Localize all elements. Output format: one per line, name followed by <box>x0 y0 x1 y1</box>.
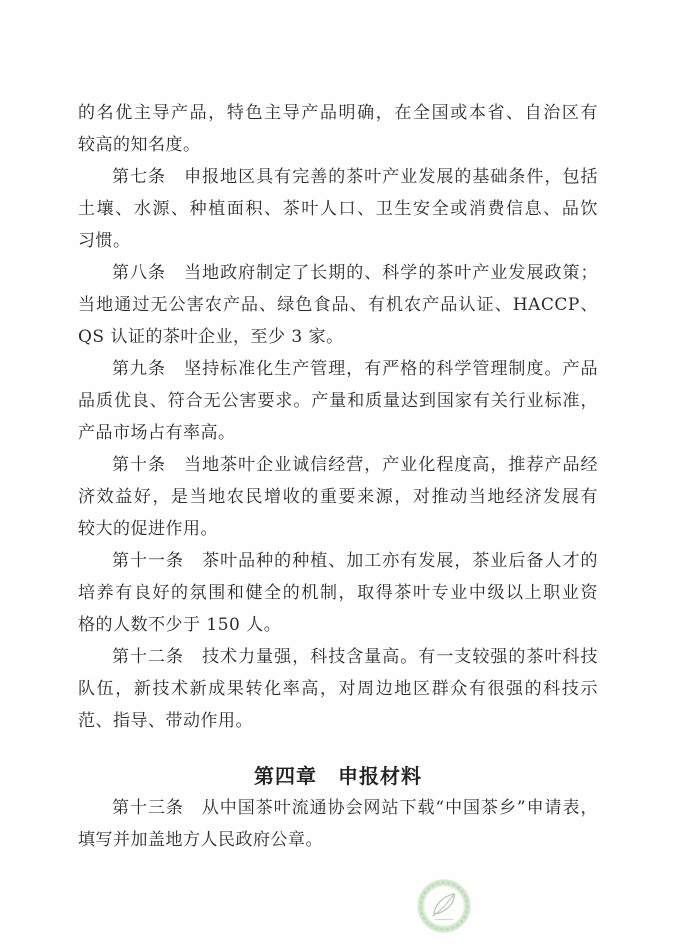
leaf-badge-icon <box>416 878 472 934</box>
text-line: 第十条 当地茶叶企业诚信经营，产业化程度高，推荐产品经 <box>112 455 598 475</box>
text-line: 的名优主导产品，特色主导产品明确，在全国或本省、自治区有 <box>78 103 598 123</box>
text-line: 培养有良好的氛围和健全的机制，取得茶叶专业中级以上职业资 <box>78 583 598 603</box>
text-line: 品质优良、符合无公害要求。产量和质量达到国家有关行业标准， <box>78 391 598 411</box>
text-line: 习惯。 <box>78 231 131 251</box>
text-line: 第十三条 从中国茶叶流通协会网站下载“中国茶乡”申请表， <box>112 798 598 818</box>
text-line: 第九条 坚持标准化生产管理，有严格的科学管理制度。产品 <box>112 359 598 379</box>
text-line: 范、指导、带动作用。 <box>78 711 253 731</box>
text-line: 土壤、水源、种植面积、茶叶人口、卫生安全或消费信息、品饮 <box>78 199 598 219</box>
text-line: 填写并加盖地方人民政府公章。 <box>78 830 323 850</box>
text-line: 第十一条 茶叶品种的种植、加工亦有发展，茶业后备人才的 <box>112 551 598 571</box>
text-line: 当地通过无公害农产品、绿色食品、有机农产品认证、HACCP、 <box>78 295 598 315</box>
text-line: 较高的知名度。 <box>78 135 201 155</box>
text-line: 队伍，新技术新成果转化率高，对周边地区群众有很强的科技示 <box>78 679 598 699</box>
text-line: 济效益好，是当地农民增收的重要来源，对推动当地经济发展有 <box>78 487 598 507</box>
text-line: 第十二条 技术力量强，科技含量高。有一支较强的茶叶科技 <box>112 647 598 667</box>
text-line: 产品市场占有率高。 <box>78 423 236 443</box>
text-line: 格的人数不少于 150 人。 <box>78 615 282 635</box>
text-line: QS 认证的茶叶企业，至少 3 家。 <box>78 327 344 347</box>
chapter-heading: 第四章 申报材料 <box>254 764 422 788</box>
text-line: 较大的促进作用。 <box>78 519 218 539</box>
document-text <box>78 97 598 856</box>
text-line: 第七条 申报地区具有完善的茶叶产业发展的基础条件，包括 <box>112 167 598 187</box>
text-line: 第八条 当地政府制定了长期的、科学的茶叶产业发展政策； <box>112 263 598 283</box>
